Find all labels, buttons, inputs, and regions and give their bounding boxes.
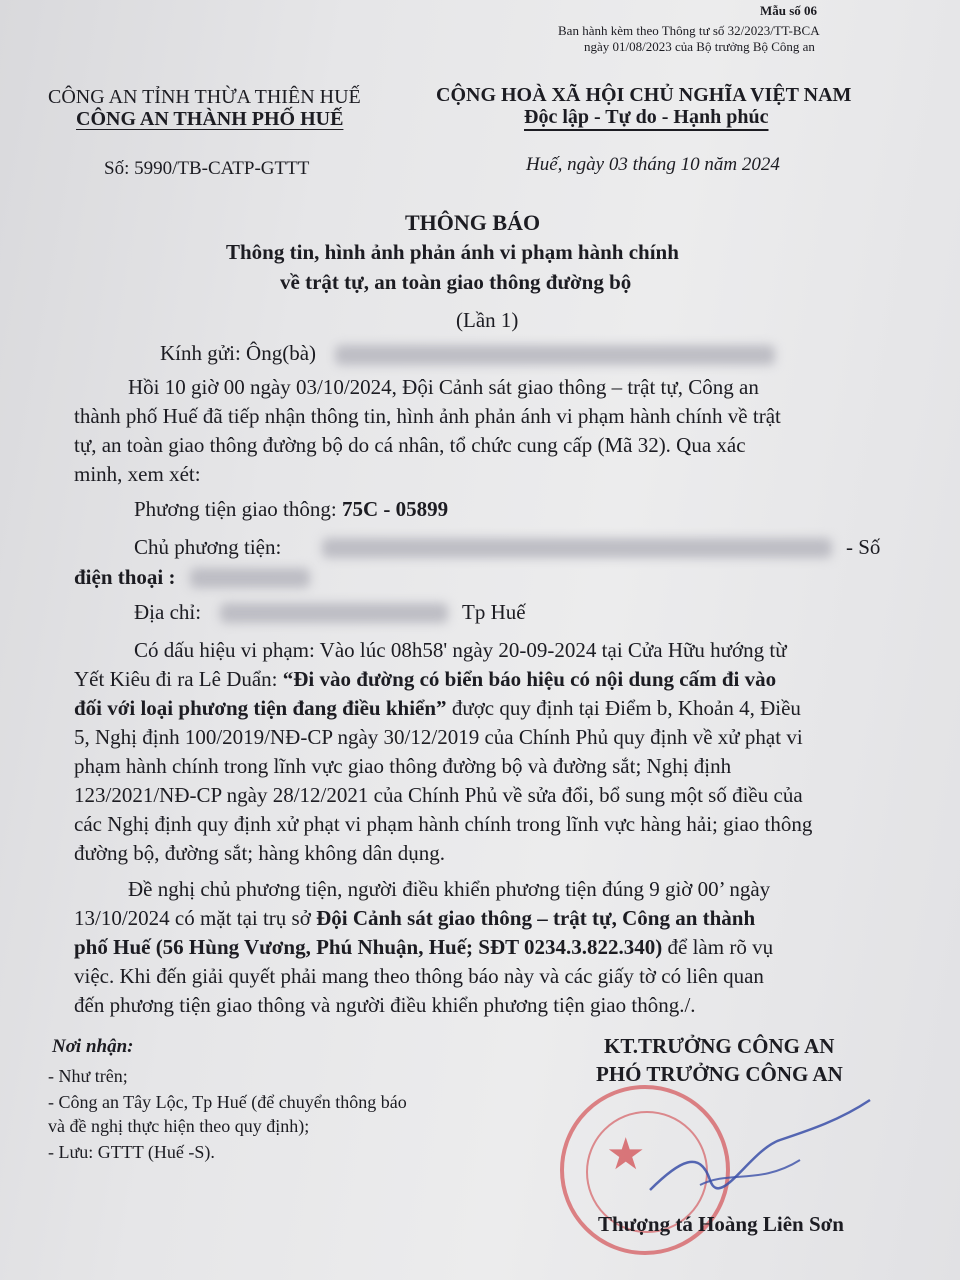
document-title: THÔNG BÁO bbox=[405, 210, 541, 235]
phone-label: điện thoại : bbox=[74, 565, 176, 589]
agency-parent: CÔNG AN TỈNH THỪA THIÊN HUẾ bbox=[48, 86, 361, 108]
violation-line-6: 123/2021/NĐ-CP ngày 28/12/2021 của Chính Phủ về sửa đổi, bổ sung một số điều của bbox=[74, 783, 803, 807]
violation-line-1: Có dấu hiệu vi phạm: Vào lúc 08h58' ngày 20-09-2024 tại Cửa Hữu hướng từ bbox=[134, 638, 787, 662]
notice-round: (Lần 1) bbox=[456, 308, 519, 332]
violation-description-part1: “Đi vào đường có biển báo hiệu có nội dung cấm đi vào bbox=[282, 667, 777, 691]
vehicle-plate: 75C - 05899 bbox=[341, 497, 449, 521]
place-date: Huế, ngày 03 tháng 10 năm 2024 bbox=[526, 154, 780, 175]
owner-label: Chủ phương tiện: bbox=[134, 535, 282, 559]
request-line-3 bbox=[74, 933, 773, 962]
document-number: Số: 5990/TB-CATP-GTTT bbox=[104, 158, 310, 179]
phone-number-redacted bbox=[190, 568, 310, 588]
signer-title-2: PHÓ TRƯỞNG CÔNG AN bbox=[596, 1062, 843, 1086]
address-label: Địa chỉ: bbox=[134, 600, 202, 624]
recipient-item-1: - Như trên; bbox=[48, 1066, 128, 1086]
violation-line-2 bbox=[74, 665, 776, 694]
recipient-name-redacted bbox=[335, 345, 775, 365]
vehicle-label: Phương tiện giao thông: bbox=[134, 497, 342, 521]
violation-legal-ref: được quy định tại Điểm b, Khoản 4, Điều bbox=[446, 696, 801, 720]
recipients-heading: Nơi nhận: bbox=[52, 1036, 134, 1057]
recipient-item-2a: - Công an Tây Lộc, Tp Huế (để chuyển thông báo bbox=[48, 1092, 407, 1112]
national-motto: Độc lập - Tự do - Hạnh phúc bbox=[524, 106, 769, 128]
salutation bbox=[160, 339, 775, 368]
violation-line-3 bbox=[74, 694, 801, 723]
recipient-item-2b: và đề nghị thực hiện theo quy định); bbox=[48, 1116, 310, 1136]
request-line-4: việc. Khi đến giải quyết phải mang theo thông báo này và các giấy tờ có liên quan bbox=[74, 964, 764, 988]
address-city: Tp Huế bbox=[462, 600, 526, 624]
violation-line-8: đường bộ, đường sắt; hàng không dân dụng. bbox=[74, 841, 446, 865]
violation-location-text: Yết Kiêu đi ra Lê Duẩn: bbox=[74, 667, 283, 691]
document-subtitle-1: Thông tin, hình ảnh phản ánh vi phạm hành chính bbox=[226, 240, 679, 264]
form-basis-line2: ngày 01/08/2023 của Bộ trưởng Bộ Công an bbox=[584, 39, 815, 54]
country-name: CỘNG HOÀ XÃ HỘI CHỦ NGHĨA VIỆT NAM bbox=[436, 84, 852, 106]
handwritten-signature bbox=[640, 1090, 880, 1220]
violation-description-part2: đối với loại phương tiện đang điều khiển” bbox=[74, 696, 447, 720]
signer-name: Thượng tá Hoàng Liên Sơn bbox=[598, 1212, 844, 1236]
request-office-part1: Đội Cảnh sát giao thông – trật tự, Công an thành bbox=[316, 906, 756, 930]
form-number: Mẫu số 06 bbox=[760, 3, 818, 18]
intro-line-4: minh, xem xét: bbox=[74, 462, 201, 486]
request-office-part2: phố Huế (56 Hùng Vương, Phú Nhuận, Huế; SĐT 0234.3.822.340) bbox=[74, 935, 663, 959]
recipient-item-3: - Lưu: GTTT (Huế -S). bbox=[48, 1142, 215, 1162]
intro-line-1: Hồi 10 giờ 00 ngày 03/10/2024, Đội Cảnh sát giao thông – trật tự, Công an bbox=[128, 375, 759, 399]
address-redacted bbox=[220, 603, 448, 623]
vehicle-line bbox=[134, 495, 448, 524]
form-basis-line1: Ban hành kèm theo Thông tư số 32/2023/TT-BCA bbox=[558, 23, 820, 38]
violation-line-5: phạm hành chính trong lĩnh vực giao thông đường bộ và đường sắt; Nghị định bbox=[74, 754, 732, 778]
request-purpose: để làm rõ vụ bbox=[662, 935, 774, 959]
seal-star-icon: ★ bbox=[606, 1129, 646, 1180]
violation-line-7: các Nghị định quy định xử phạt vi phạm hành chính trong lĩnh vực hàng hải; giao thông bbox=[74, 812, 813, 836]
salutation-label: Kính gửi: Ông(bà) bbox=[160, 341, 317, 365]
agency-name: CÔNG AN THÀNH PHỐ HUẾ bbox=[76, 108, 344, 130]
request-line-1: Đề nghị chủ phương tiện, người điều khiển phương tiện đúng 9 giờ 00’ ngày bbox=[128, 877, 771, 901]
document-subtitle-2: về trật tự, an toàn giao thông đường bộ bbox=[280, 270, 632, 294]
signer-title-1: KT.TRƯỞNG CÔNG AN bbox=[604, 1034, 835, 1058]
request-line-2 bbox=[74, 904, 755, 933]
request-line-5: đến phương tiện giao thông và người điều khiển phương tiện giao thông./. bbox=[74, 993, 696, 1017]
request-date-text: 13/10/2024 có mặt tại trụ sở bbox=[74, 906, 317, 930]
violation-line-4: 5, Nghị định 100/2019/NĐ-CP ngày 30/12/2019 của Chính Phủ quy định về xử phạt vi bbox=[74, 725, 803, 749]
intro-line-3: tự, an toàn giao thông đường bộ do cá nhân, tổ chức cung cấp (Mã 32). Qua xác bbox=[74, 433, 746, 457]
owner-name-redacted bbox=[322, 538, 832, 558]
owner-suffix: - Số bbox=[846, 535, 881, 559]
intro-line-2: thành phố Huế đã tiếp nhận thông tin, hình ảnh phản ánh vi phạm hành chính về trật bbox=[74, 404, 781, 428]
